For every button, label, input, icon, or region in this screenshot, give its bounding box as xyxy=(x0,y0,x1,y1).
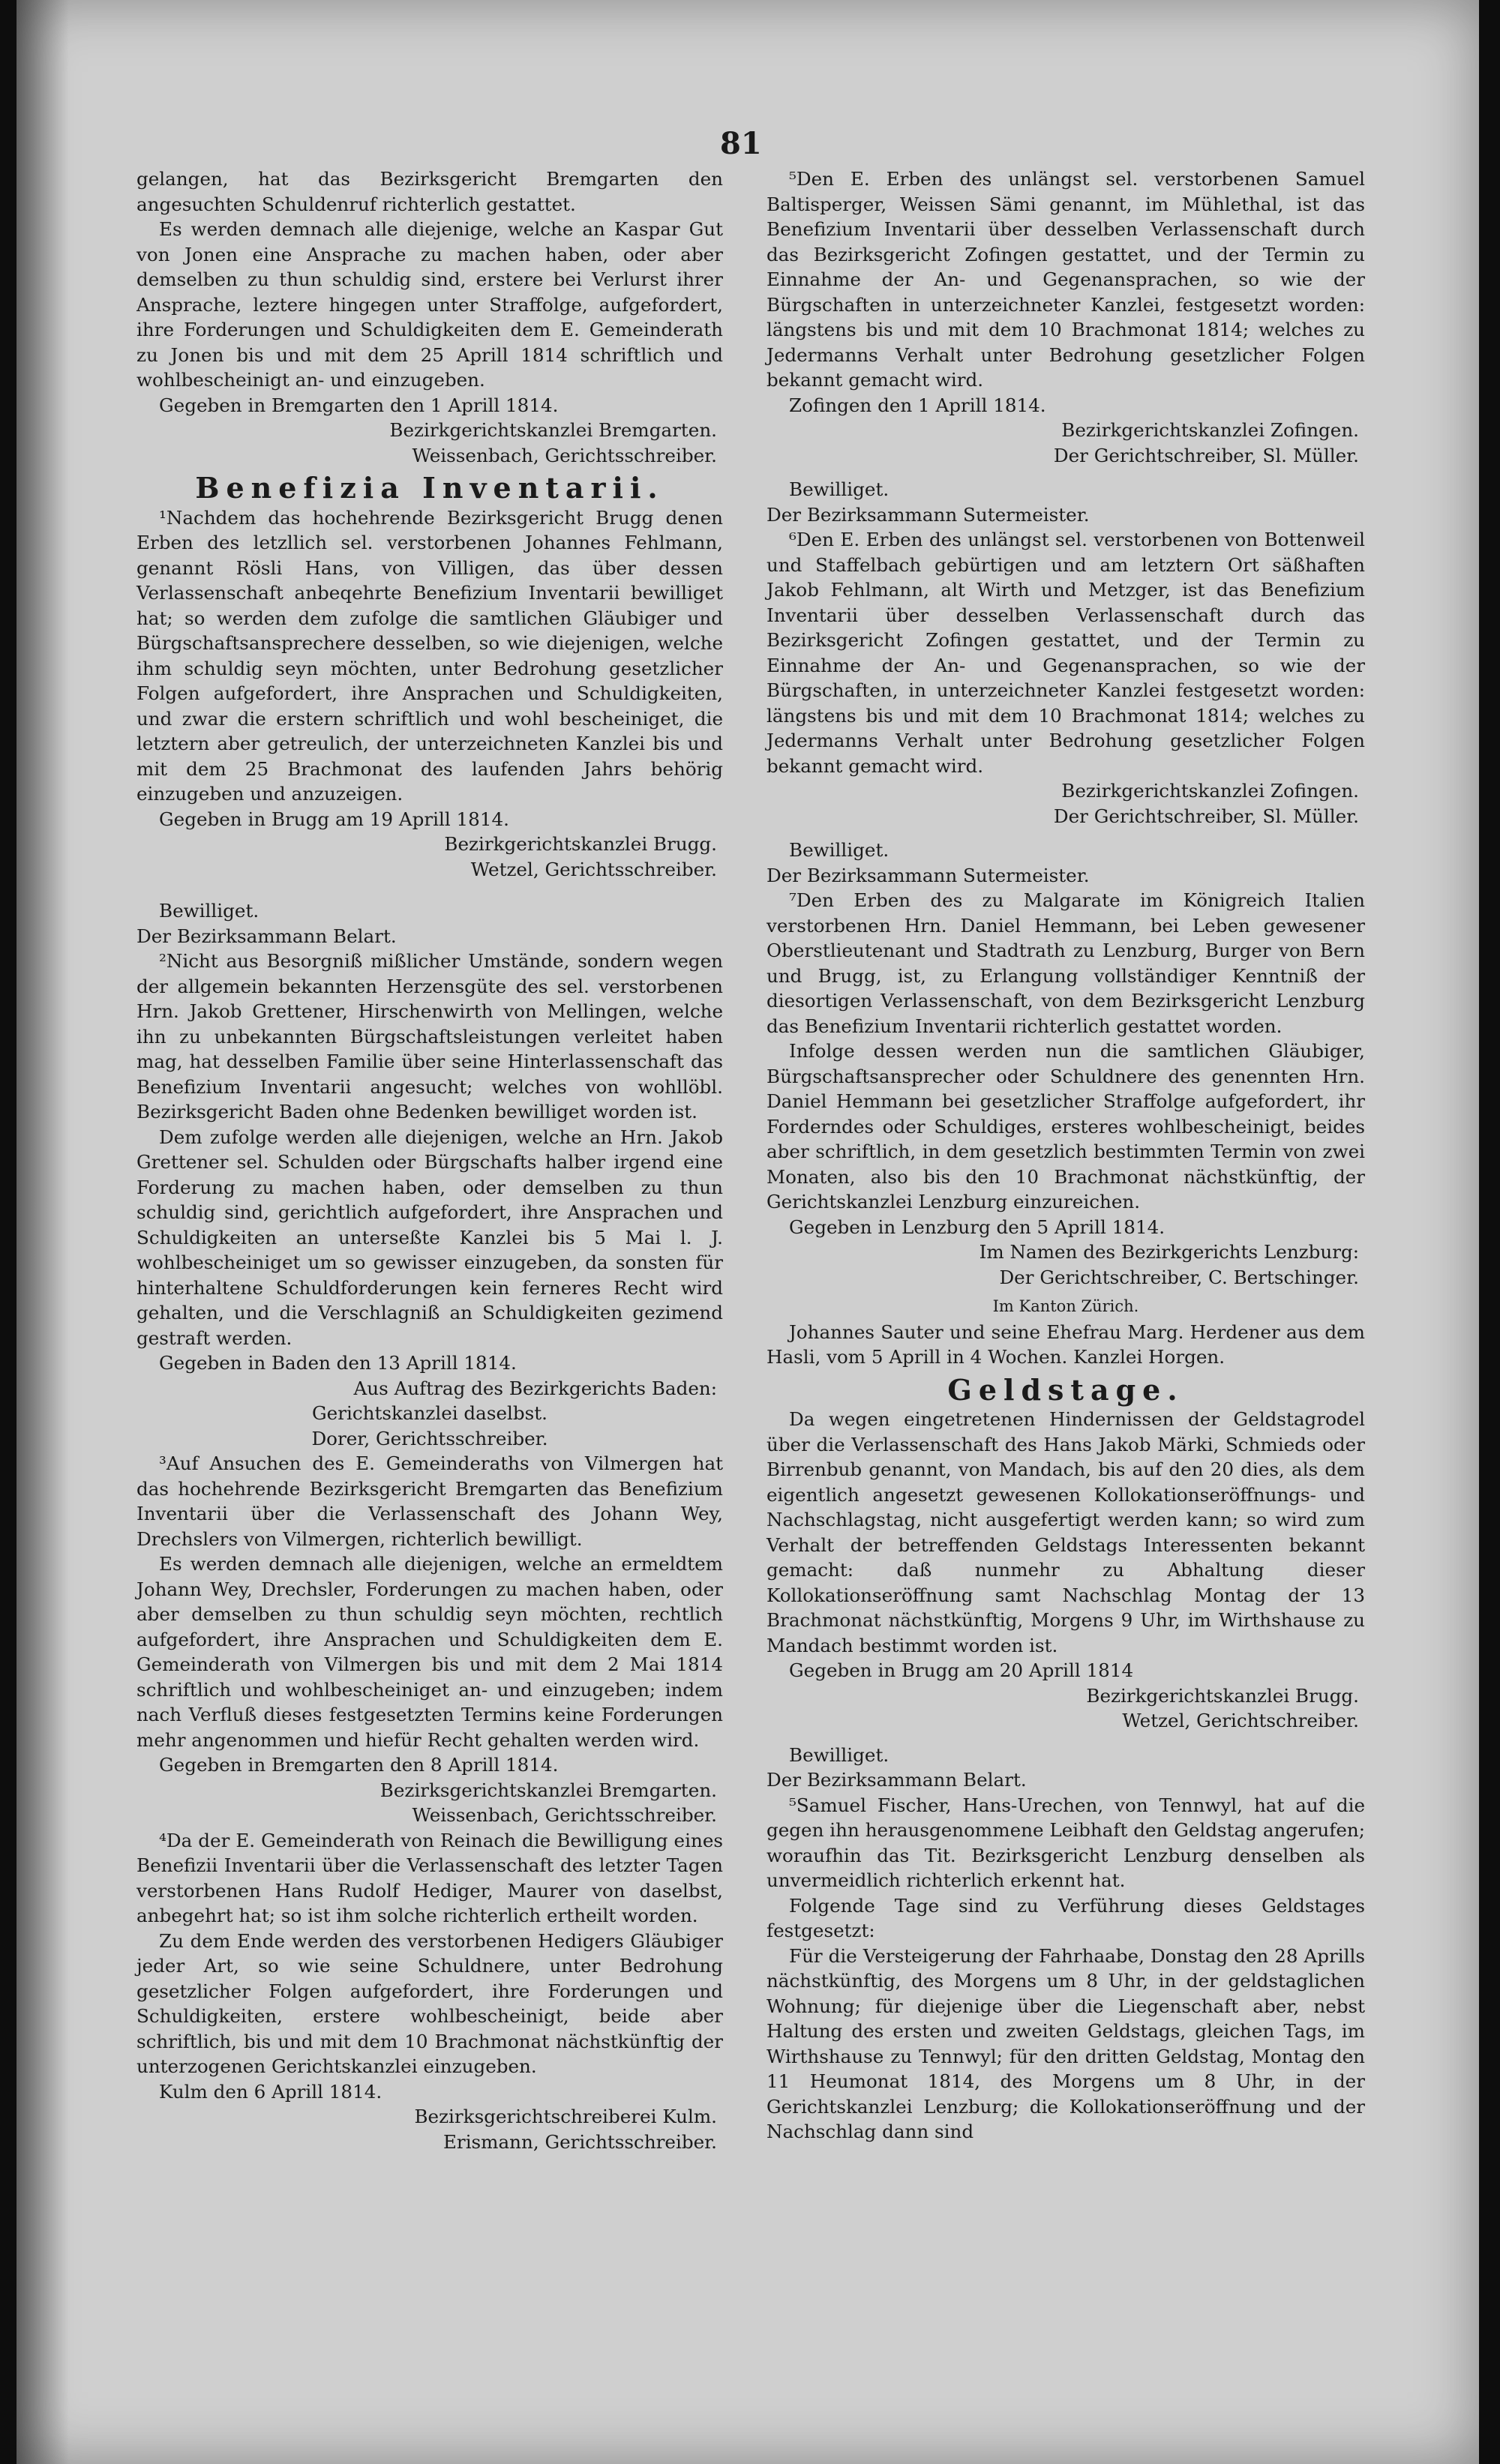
paragraph: ⁴Da der E. Gemeinderath von Reinach die Bewilligung eines Benefizii Inventarii über die Verlassenschaft des letzter Tagen verstorbenen Hans Rudolf Hediger, Maurer von daselbst, anbegehrt hat; so ist ihm solche richterlich ertheilt worden. xyxy=(136,1829,723,1926)
date-line: Gegeben in Baden den 13 Aprill 1814. xyxy=(159,1352,517,1374)
paragraph: ⁵Den E. Erben des unlängst sel. verstorbenen Samuel Baltisperger, Weissen Sämi genannt, im Mühlethal, ist das Benefizium Inventarii über desselben Verlassenschaft durch das Bezirksgericht Zofingen gestattet, und der Termin zu Einnahme der An- und Gegenansprachen, so wie der Bürgschaften in unterzeichneter Kanzlei, festgesetzt worden: längstens bis und mit dem 10 Brachmonat 1814; welches zu Jedermanns Verhalt unter Bedrohung gesetzlicher Folgen bekannt gemacht wird. xyxy=(766,168,1365,391)
date-line: Gegeben in Lenzburg den 5 Aprill 1814. xyxy=(789,1216,1166,1238)
binding-shadow xyxy=(16,0,69,2464)
paragraph: Folgende Tage sind zu Verführung dieses Geldstages festgesetzt: xyxy=(766,1894,1365,1941)
paragraph: ⁷Den Erben des zu Malgarate im Königreich Italien verstorbenen Hrn. Daniel Hemmann, bei Leben gewesener Oberstlieutenant und Stadtrath zu Lenzburg, Burger von Bern und Brugg, ist, zu Erlangung vollständiger Kenntniß der diesortigen Verlassenschaft, von dem Bezirksgericht Lenzburg das Benefizium Inventarii richterlich gestattet worden. xyxy=(766,889,1365,1037)
paragraph: ⁶Den E. Erben des unlängst sel. verstorbenen von Bottenweil und Staffelbach gebürtigen und am letztern Ort säßhaften Jakob Fehlmann, alt Wirth und Metzger, ist das Benefizium Inventarii über desselben Verlassenschaft durch das Bezirksgericht Zofingen gestattet, und der Termin zu Einnahme der An- und Gegenansprachen, so wie der Bürgschaften, in unterzeichneter Kanzlei festgesetzt worden: längstens bis und mit dem 10 Brachmonat 1814; welches zu Jedermanns Verhalt unter Bedrohung gesetzlicher Folgen bekannt gemacht wird. xyxy=(766,529,1365,777)
paragraph: Es werden demnach alle diejenige, welche an Kaspar Gut von Jonen eine Ansprache zu machen haben, oder aber demselben zu thun schuldig sind, erstere bei Verlurst ihrer Ansprache, leztere hingegen unter Straffolge, aufgefordert, ihre Forderungen und Schuldigkeiten dem E. Gemeinderath zu Jonen bis und mit dem 25 Aprill 1814 schriftlich und wohlbescheinigt an- und einzugeben. xyxy=(136,218,723,391)
paragraph: ¹Nachdem das hochehrende Bezirksgericht Brugg denen Erben des letzllich sel. verstorbenen Johannes Fehlmann, genannt Rösli Hans, von Villigen, das über dessen Verlassenschaft anbeqehrte Benefizium Inventarii bewilliget hat; so werden dem zufolge die samtlichen Gläubiger und Bürgschaftsansprechere desselben, so wie diejenigen, welche ihm schuldig seyn möchten, unter Bedrohung gesetzlicher Folgen aufgefordert, ihre Ansprachen und Schuldigkeiten, und zwar die erstern schriftlich und wohl bescheiniget, die letztern aber getreulich, der unterzeichneten Kanzlei bis und mit dem 25 Brachmonat des laufenden Jahrs behörig einzugeben und anzuzeigen. xyxy=(136,506,723,805)
signature-office: Im Namen des Bezirkgerichts Lenzburg: xyxy=(979,1241,1359,1263)
signature-name: Der Gerichtschreiber, C. Bertschinger. xyxy=(999,1266,1359,1288)
signature-office: Bezirkgerichtskanzlei Zofingen. xyxy=(1061,780,1359,802)
paragraph: Zu dem Ende werden des verstorbenen Hedigers Gläubiger jeder Art, so wie seine Schuldnere, unter Bedrohung gesetzlicher Folgen aufgefordert, ihre Forderungen und Schuldigkeiten, erstere wohlbescheinigt, beide aber schriftlich, bis und mit dem 10 Brachmonat nächstkünftig der unterzogenen Gerichtskanzlei einzugeben. xyxy=(136,1929,723,2077)
signature-name: Weissenbach, Gerichtsschreiber. xyxy=(412,1804,717,1826)
approval-name: Der Bezirksammann Sutermeister. xyxy=(766,503,1090,526)
signature-office: Bezirkgerichtskanzlei Brugg. xyxy=(444,833,717,855)
signature-office: Bezirkgerichtskanzlei Bremgarten. xyxy=(389,419,717,441)
signature-office: Bezirksgerichtschreiberei Kulm. xyxy=(414,2106,717,2127)
paragraph: ⁵Samuel Fischer, Hans-Urechen, von Tennwyl, hat auf die gegen ihn herausgenommene Leibhaft den Geldstag angerufen; woraufhin das Tit. Bezirksgericht Lenzburg denselben als unvermeidlich richterlich erkennt hat. xyxy=(766,1794,1365,1891)
approval-name: Der Bezirksammann Belart. xyxy=(766,1769,1027,1791)
signature-name: Der Gerichtschreiber, Sl. Müller. xyxy=(1053,444,1359,466)
signature-name: Erismann, Gerichtsschreiber. xyxy=(442,2130,717,2153)
section-heading: Geldstage. xyxy=(947,1372,1184,1407)
section-heading: Benefizia Inventarii. xyxy=(195,471,664,505)
paragraph: Johannes Sauter und seine Ehefrau Marg. Herdener aus dem Hasli, vom 5 Aprill in 4 Wochen. Kanzlei Horgen. xyxy=(766,1320,1365,1368)
date-line: Gegeben in Bremgarten den 1 Aprill 1814. xyxy=(159,394,559,416)
approval: Bewilliget. xyxy=(789,839,890,861)
left-column xyxy=(136,166,723,2154)
paragraph: ³Auf Ansuchen des E. Gemeinderaths von Vilmergen hat das hochehrende Bezirksgericht Bremgarten das Benefizium Inventarii über die Verlassenschaft des Johann Wey, Drechslers von Vilmergen, richterlich bewilligt. xyxy=(136,1452,723,1550)
approval: Bewilliget. xyxy=(159,900,260,922)
paragraph: gelangen, hat das Bezirksgericht Bremgarten den angesuchten Schuldenruf richterlich gestattet. xyxy=(136,168,723,215)
paragraph: ²Nicht aus Besorgniß mißlicher Umstände, sondern wegen der allgemein bekannten Herzensgüte des sel. verstorbenen Hrn. Jakob Grettener, Hirschenwirth von Mellingen, welche ihn zu unbekannten Bürgschaftsleistungen verleitet haben mag, hat desselben Familie über seine Hinterlassenschaft das Benefizium Inventarii angesucht; welches von wohllöbl. Bezirksgericht Baden ohne Bedenken bewilliget worden ist. xyxy=(136,950,723,1123)
signature-name: Dorer, Gerichtsschreiber. xyxy=(311,1427,548,1449)
signature-name: Wetzel, Gerichtsschreiber. xyxy=(470,858,717,880)
approval: Bewilliget. xyxy=(789,478,890,500)
subheading: Im Kanton Zürich. xyxy=(992,1297,1139,1315)
approval-name: Der Bezirksammann Sutermeister. xyxy=(766,864,1090,886)
paragraph: Dem zufolge werden alle diejenigen, welche an Hrn. Jakob Grettener sel. Schulden oder Bürgschafts halber irgend eine Forderung zu machen haben, oder demselben zu thun schuldig sind, gerichtlich aufgefordert, ihre Ansprachen und Schuldigkeiten an unterseßte Kanzlei bis 5 Mai l. J. wohlbescheiniget um so gewisser einzugeben, da sonsten für hinterhaltene Schuldforderungen kein ferneres Recht wird gehalten, und die Verschlagniß an Schuldigkeiten gezimend gestraft werden. xyxy=(136,1126,723,1349)
signature-name: Wetzel, Gerichtschreiber. xyxy=(1122,1710,1359,1731)
signature-office: Aus Auftrag des Bezirkgerichts Baden: xyxy=(353,1377,717,1399)
date-line: Kulm den 6 Aprill 1814. xyxy=(159,2080,382,2103)
signature-office: Bezirkgerichtskanzlei Zofingen. xyxy=(1061,419,1359,441)
page-number: 81 xyxy=(720,126,762,161)
signature-office: Bezirkgerichtskanzlei Brugg. xyxy=(1086,1684,1359,1707)
signature-name: Der Gerichtschreiber, Sl. Müller. xyxy=(1053,805,1359,827)
paragraph: Es werden demnach alle diejenigen, welche an ermeldtem Johann Wey, Drechsler, Forderungen zu machen haben, oder aber demselben zu thun schuldig seyn möchten, rechtlich aufgefordert, ihre Ansprachen und Schuldigkeiten dem E. Gemeinderath von Vilmergen bis und mit dem 2 Mai 1814 schriftlich und wohlbescheiniget an- und einzugeben; indem nach Verfluß dieses festgesetzten Termins keine Forderungen mehr angenommen und hiefür Recht gehalten werden wird. xyxy=(136,1553,723,1751)
date-line: Gegeben in Bremgarten den 8 Aprill 1814. xyxy=(159,1754,559,1776)
paragraph: Infolge dessen werden nun die samtlichen Gläubiger, Bürgschaftsansprecher oder Schuldnere des genennten Hrn. Daniel Hemmann bei gesetzlicher Straffolge aufgefordert, ihr Forderndes oder Schuldiges, ersteres wohlbescheinigt, beides aber schriftlich, in dem gesetzlich bestimmten Termin von zwei Monaten, also bis den 10 Brachmonat nächstkünftig, der Gerichtskanzlei Lenzburg einzureichen. xyxy=(766,1040,1365,1213)
right-column xyxy=(766,166,1365,2145)
signature-office: Bezirksgerichtskanzlei Bremgarten. xyxy=(380,1779,717,1801)
approval: Bewilliget. xyxy=(789,1743,890,1766)
date-line: Zofingen den 1 Aprill 1814. xyxy=(789,394,1046,416)
signature-name: Weissenbach, Gerichtsschreiber. xyxy=(412,444,717,466)
paragraph: Für die Versteigerung der Fahrhaabe, Donstag den 28 Aprills nächstkünftig, des Morgens um 8 Uhr, in der geldstaglichen Wohnung; für diejenige über die Liegenschaft aber, nebst Haltung des ersten und zweiten Geldstags, gleichen Tags, im Wirthshause zu Tennwyl; für den dritten Geldstag, Montag den 11 Heumonat 1814, des Morgens um 8 Uhr, in der Gerichtskanzlei Lenzburg; die Kollokationseröffnung und der Nachschlag dann sind xyxy=(766,1944,1365,2142)
approval-name: Der Bezirksammann Belart. xyxy=(136,925,397,947)
signature-office: Gerichtskanzlei daselbst. xyxy=(312,1402,548,1424)
paragraph: Da wegen eingetretenen Hindernissen der Geldstagrodel über die Verlassenschaft des Hans Jakob Märki, Schmieds oder Birrenbub genannt, von Mandach, bis auf den 20 dies, als dem eigentlich angesetzt gewesenen Kollokationseröffnungs- und Nachschlagstag, nicht ausgefertigt werden kann; so wird zum Verhalt der betreffenden Geldstags Interessenten bekannt gemacht: daß nunmehr zu Abhaltung dieser Kollokationseröffnung samt Nachschlag Montag der 13 Brachmonat nächstkünftig, Morgens 9 Uhr, im Wirthshause zu Mandach bestimmt worden ist. xyxy=(766,1408,1365,1656)
newspaper-page xyxy=(16,0,1479,2464)
date-line: Gegeben in Brugg am 20 Aprill 1814 xyxy=(789,1659,1134,1681)
date-line: Gegeben in Brugg am 19 Aprill 1814. xyxy=(159,808,509,830)
